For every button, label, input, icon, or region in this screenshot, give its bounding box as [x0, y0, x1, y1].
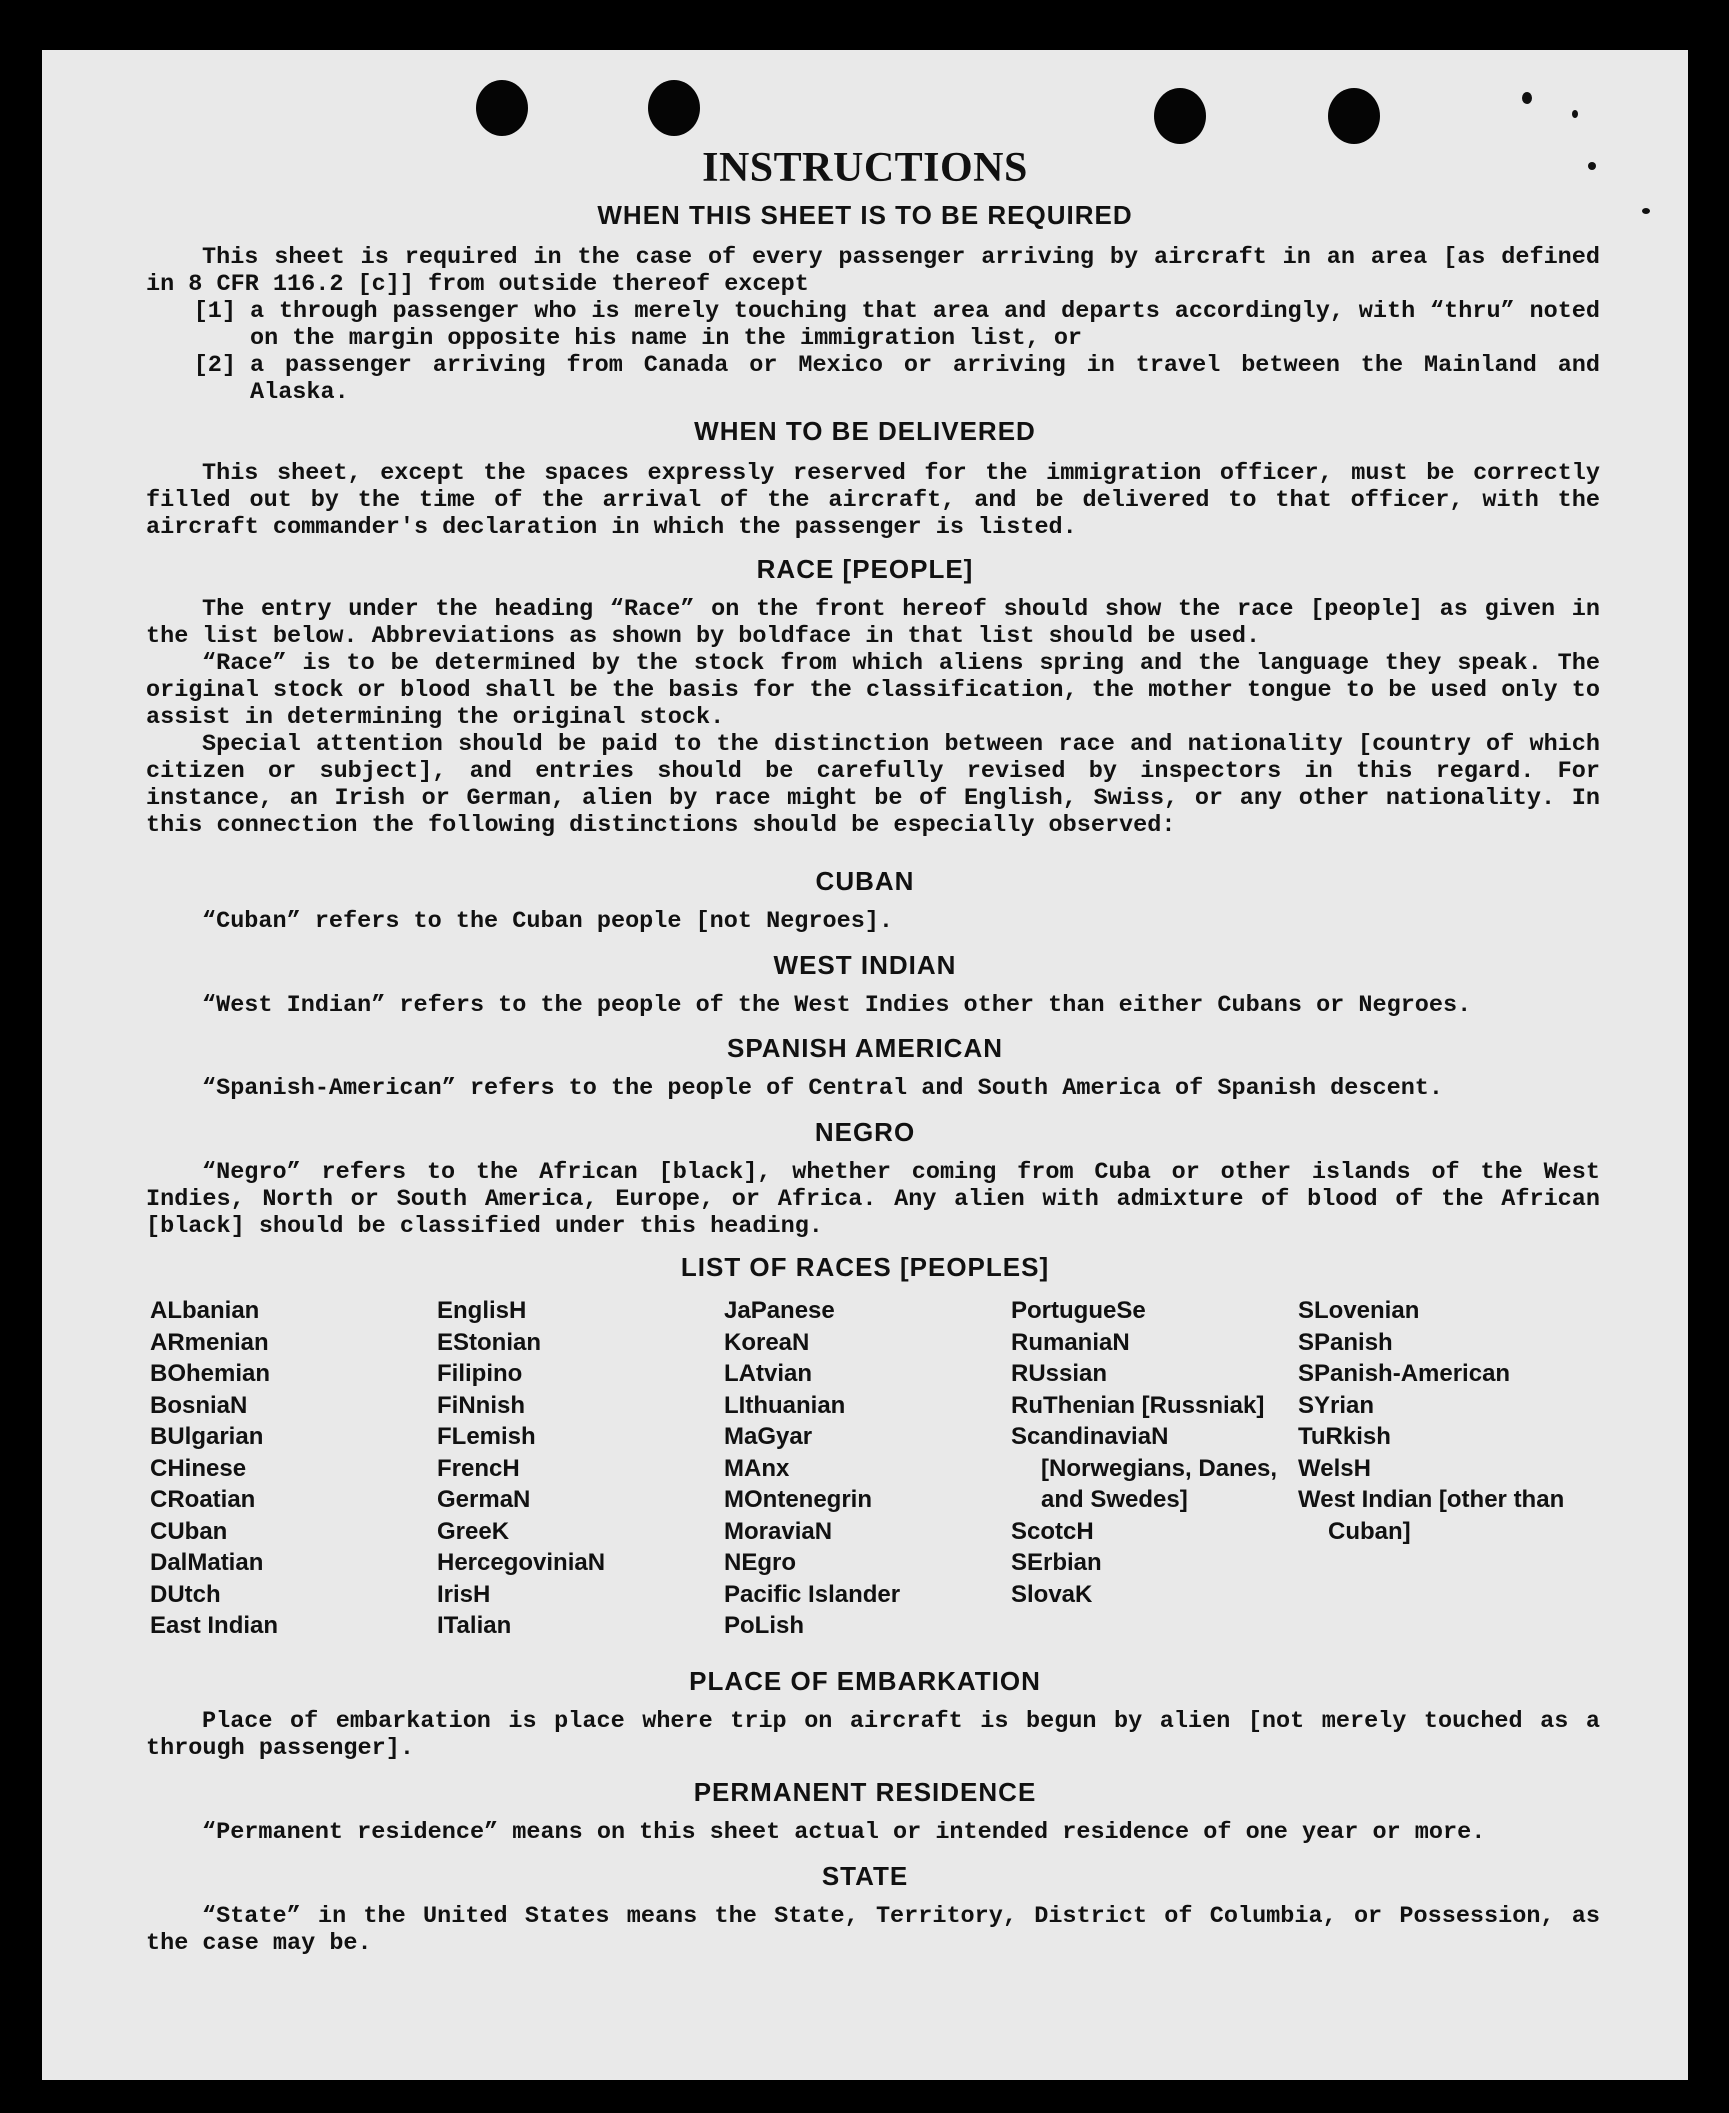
- race-item: ScandinaviaN [Norwegians, Danes, and Swedes]: [1011, 1423, 1278, 1513]
- heading-delivered: WHEN TO BE DELIVERED: [694, 416, 1036, 446]
- race-item: East Indian: [150, 1612, 279, 1639]
- race-item: BOhemian: [150, 1360, 271, 1387]
- race-item: DUtch: [150, 1580, 221, 1608]
- punch-hole: [1328, 88, 1380, 144]
- race-item: LAtvian: [724, 1360, 813, 1387]
- race-item: West Indian [other than Cuban]: [1298, 1486, 1565, 1545]
- heading-state: STATE: [821, 1861, 909, 1891]
- race-item: SYrian: [1298, 1391, 1375, 1419]
- race-item: MaGyar: [724, 1423, 813, 1450]
- race-item: FiNnish: [437, 1391, 525, 1419]
- race-item: PortugueSe: [1011, 1297, 1146, 1324]
- heading-list-of-races: LIST OF RACES [PEOPLES]: [680, 1252, 1050, 1282]
- punch-hole: [648, 80, 700, 136]
- section-spanish-american: [146, 1075, 1600, 1102]
- race-item: DalMatian: [150, 1549, 264, 1576]
- section-embarkation: [146, 1708, 1600, 1762]
- race-item: RumaniaN: [1011, 1328, 1130, 1356]
- race-item: EnglisH: [437, 1297, 527, 1324]
- races-column: [150, 1295, 437, 1642]
- race-item: PoLish: [724, 1612, 805, 1639]
- race-item: TuRkish: [1298, 1423, 1391, 1450]
- heading-spanish-american: SPANISH AMERICAN: [726, 1033, 1003, 1063]
- residence-text: “Permanent residence” means on this sheet actual or intended residence of one year or more.: [202, 1819, 1486, 1846]
- race-item: Pacific Islander: [724, 1580, 901, 1608]
- west-indian-text: “West Indian” refers to the people of the West Indies other than either Cubans or Negroes.: [202, 992, 1472, 1019]
- race-item: BUlgarian: [150, 1423, 264, 1450]
- spanish-american-text: “Spanish-American” refers to the people of Central and South America of Spanish descent.: [202, 1075, 1444, 1102]
- race-item: MoraviaN: [724, 1517, 833, 1545]
- speck: [1522, 92, 1532, 104]
- exception-item: [146, 352, 1600, 406]
- race-item: SPanish: [1298, 1328, 1393, 1356]
- race-item: GreeK: [437, 1517, 510, 1545]
- race-item: Filipino: [437, 1360, 523, 1387]
- races-column: [1298, 1295, 1585, 1642]
- section-race: [146, 596, 1600, 839]
- negro-text: “Negro” refers to the African [black], whether coming from Cuba or other islands of the West Indies, North or South America, Europe, or Africa. Any alien with admixture of blood of the African [black] should be classified under this heading.: [146, 1159, 1600, 1240]
- item-number: [2]: [193, 352, 236, 379]
- race-item: SLovenian: [1298, 1297, 1420, 1324]
- heading-permanent-residence: PERMANENT RESIDENCE: [693, 1777, 1037, 1807]
- heading-race: RACE [PEOPLE]: [756, 554, 974, 584]
- race-item: CUban: [150, 1517, 228, 1545]
- race-item: MAnx: [724, 1454, 790, 1482]
- race-item: IrisH: [437, 1580, 491, 1608]
- race-paragraph-2: “Race” is to be determined by the stock from which aliens spring and the language they speak. The original stock or blood shall be the basis for the classification, the mother tongue to be used only to assist in determining the original stock.: [146, 650, 1600, 731]
- race-paragraph-1: The entry under the heading “Race” on the front hereof should show the race [people] as given in the list below. Abbreviations as shown by boldface in that list should be used.: [146, 596, 1600, 650]
- race-item: EStonian: [437, 1328, 542, 1356]
- item-number: [1]: [193, 298, 236, 325]
- race-item: KoreaN: [724, 1328, 810, 1356]
- race-item: WelsH: [1298, 1454, 1371, 1482]
- race-item: RUssian: [1011, 1360, 1108, 1387]
- state-text: “State” in the United States means the State, Territory, District of Columbia, or Possession, as the case may be.: [146, 1903, 1600, 1957]
- races-column: [724, 1295, 1011, 1642]
- embarkation-text: Place of embarkation is place where trip on aircraft is begun by alien [not merely touched as a through passenger].: [146, 1708, 1600, 1762]
- races-column: [1011, 1295, 1298, 1642]
- section-delivered: [146, 460, 1600, 541]
- race-item: SErbian: [1011, 1549, 1102, 1576]
- race-item: RuThenian [Russniak]: [1011, 1391, 1265, 1419]
- race-item: LIthuanian: [724, 1391, 846, 1419]
- heading-west-indian: WEST INDIAN: [773, 950, 957, 980]
- races-column: [437, 1295, 724, 1642]
- race-item: JaPanese: [724, 1297, 835, 1324]
- race-item: CRoatian: [150, 1486, 256, 1513]
- race-item: HercegoviniaN: [437, 1549, 606, 1576]
- section-state: [146, 1903, 1600, 1957]
- document-sheet: [42, 50, 1688, 2080]
- speck: [1572, 110, 1578, 118]
- section-cuban: [146, 908, 1600, 935]
- section-west-indian: [146, 992, 1600, 1019]
- race-item: GermaN: [437, 1486, 531, 1513]
- race-item: NEgro: [724, 1549, 796, 1576]
- race-item: ITalian: [437, 1612, 512, 1639]
- race-item: FLemish: [437, 1423, 536, 1450]
- heading-required: WHEN THIS SHEET IS TO BE REQUIRED: [597, 200, 1133, 230]
- heading-cuban: CUBAN: [815, 866, 915, 896]
- heading-negro: NEGRO: [814, 1117, 916, 1147]
- races-list: [150, 1295, 1600, 1642]
- race-paragraph-3: Special attention should be paid to the distinction between race and nationality [country of which citizen or subject], and entries should be carefully revised by inspectors in this regard. For instance, an Irish or German, alien by race might be of English, Swiss, or any other nationality. In this connection the following distinctions should be especially observed:: [146, 731, 1600, 839]
- race-item: ScotcH: [1011, 1517, 1094, 1545]
- section-negro: [146, 1159, 1600, 1240]
- punch-hole: [476, 80, 528, 136]
- race-item: MOntenegrin: [724, 1486, 872, 1513]
- required-intro: This sheet is required in the case of every passenger arriving by aircraft in an area [as defined in 8 CFR 116.2 [c]] from outside thereof except: [146, 244, 1600, 298]
- item-text: a through passenger who is merely touching that area and departs accordingly, with “thru” noted on the margin opposite his name in the immigration list, or: [250, 298, 1600, 352]
- race-item: SPanish-American: [1298, 1360, 1511, 1387]
- race-item: ARmenian: [150, 1328, 269, 1356]
- punch-hole: [1154, 88, 1206, 144]
- heading-embarkation: PLACE OF EMBARKATION: [689, 1666, 1041, 1696]
- exception-item: [146, 298, 1600, 352]
- race-item: SlovaK: [1011, 1580, 1093, 1608]
- race-item: ALbanian: [150, 1297, 260, 1324]
- section-required: [146, 244, 1600, 406]
- race-item: FrencH: [437, 1454, 520, 1482]
- race-item: CHinese: [150, 1454, 247, 1482]
- item-text: a passenger arriving from Canada or Mexico or arriving in travel between the Mainland and Alaska.: [250, 352, 1600, 406]
- section-residence: [146, 1819, 1600, 1846]
- delivered-text: This sheet, except the spaces expressly reserved for the immigration officer, must be correctly filled out by the time of the arrival of the aircraft, and be delivered to that officer, with the aircraft commander's declaration in which the passenger is listed.: [146, 460, 1600, 541]
- cuban-text: “Cuban” refers to the Cuban people [not Negroes].: [202, 908, 894, 935]
- race-item: BosniaN: [150, 1391, 248, 1419]
- page-title: INSTRUCTIONS: [702, 145, 1028, 191]
